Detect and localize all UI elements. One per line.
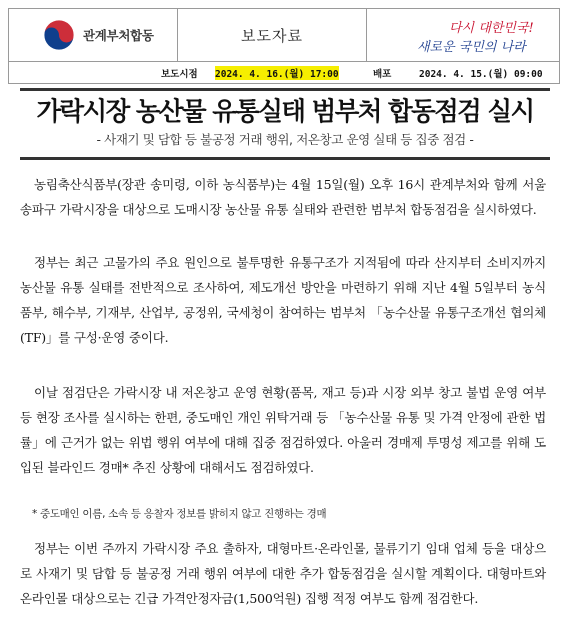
slogan-logo <box>399 15 549 57</box>
release-label: 배포 <box>373 69 392 80</box>
paragraph-2: 정부는 최근 고물가의 주요 원인으로 불투명한 유통구조가 지적됨에 따라 산지부터 소비지까지 농산물 유통 실태를 전반적으로 조사하여, 제도개선 방안을 마련하기 위해 지난 4월 5일부터 농식품부, 해수부, 기재부, 산업부, 공정위, 국세청이 참여하는 범부처 「농수산물 유통구조개선 협의체(TF)」를 구성·운영 중이다. <box>20 255 546 345</box>
slogan-line1: 다시 대한민국! <box>449 21 534 36</box>
paragraph-1: 농림축산식품부(장관 송미령, 이하 농식품부)는 4월 15일(월) 오후 16시 관계부처와 함께 서울 송파구 가락시장을 대상으로 도매시장 농산물 유통 실태와 관련한 범부처 합동점검을 실시하였다. <box>20 177 546 217</box>
paragraph-3: 이날 점검단은 가락시장 내 저온창고 운영 현황(품목, 재고 등)과 시장 외부 창고 불법 운영 여부 등 현장 조사를 실시하는 한편, 중도매인 개인 위탁거래 등 「농수산물 유통 및 가격 안정에 관한 법률」에 근거가 없는 위법 행위 여부에 대해 집중 점검하였다. 아울러 경매제 투명성 제고를 위해 도입된 블라인드 경매* 추진 상황에 대해서도 점검하였다. <box>20 385 546 475</box>
press-time-label: 보도시점 <box>161 69 198 80</box>
org-name: 관계부처합동 <box>83 28 154 43</box>
org-block <box>9 19 177 51</box>
slogan-block <box>367 9 559 61</box>
press-header <box>8 8 560 62</box>
footnote: * 중도매인 이름, 소속 등 응찰자 정보를 밝히지 않고 진행하는 경매 <box>32 508 327 520</box>
page-title: 가락시장 농산물 유통실태 범부처 합동점검 실시 <box>36 97 534 127</box>
slogan-line2: 새로운 국민의 나라 <box>417 40 526 55</box>
doc-type-label: 보도자료 <box>177 9 367 61</box>
government-emblem-icon <box>43 19 75 51</box>
page-subtitle: - 사재기 및 담합 등 불공정 거래 행위, 저온창고 운영 실태 등 집중 점검 - <box>96 132 474 147</box>
release-date-value: 2024. 4. 15.(월) 09:00 <box>419 69 543 80</box>
paragraph-4: 정부는 이번 주까지 가락시장 주요 출하자, 대형마트·온라인몰, 물류기기 임대 업체 등을 대상으로 사재기 및 담합 등 불공정 거래 행위 여부에 대한 추가 합동점검을 실시할 계획이다. 대형마트와 온라인몰 대상으로는 긴급 가격안정자금(1,500억원) 집행 적정 여부도 함께 점검한다. <box>20 541 546 606</box>
embargo-row <box>8 62 560 84</box>
title-box <box>20 88 550 160</box>
press-time-value: 2024. 4. 16.(월) 17:00 <box>215 66 339 80</box>
